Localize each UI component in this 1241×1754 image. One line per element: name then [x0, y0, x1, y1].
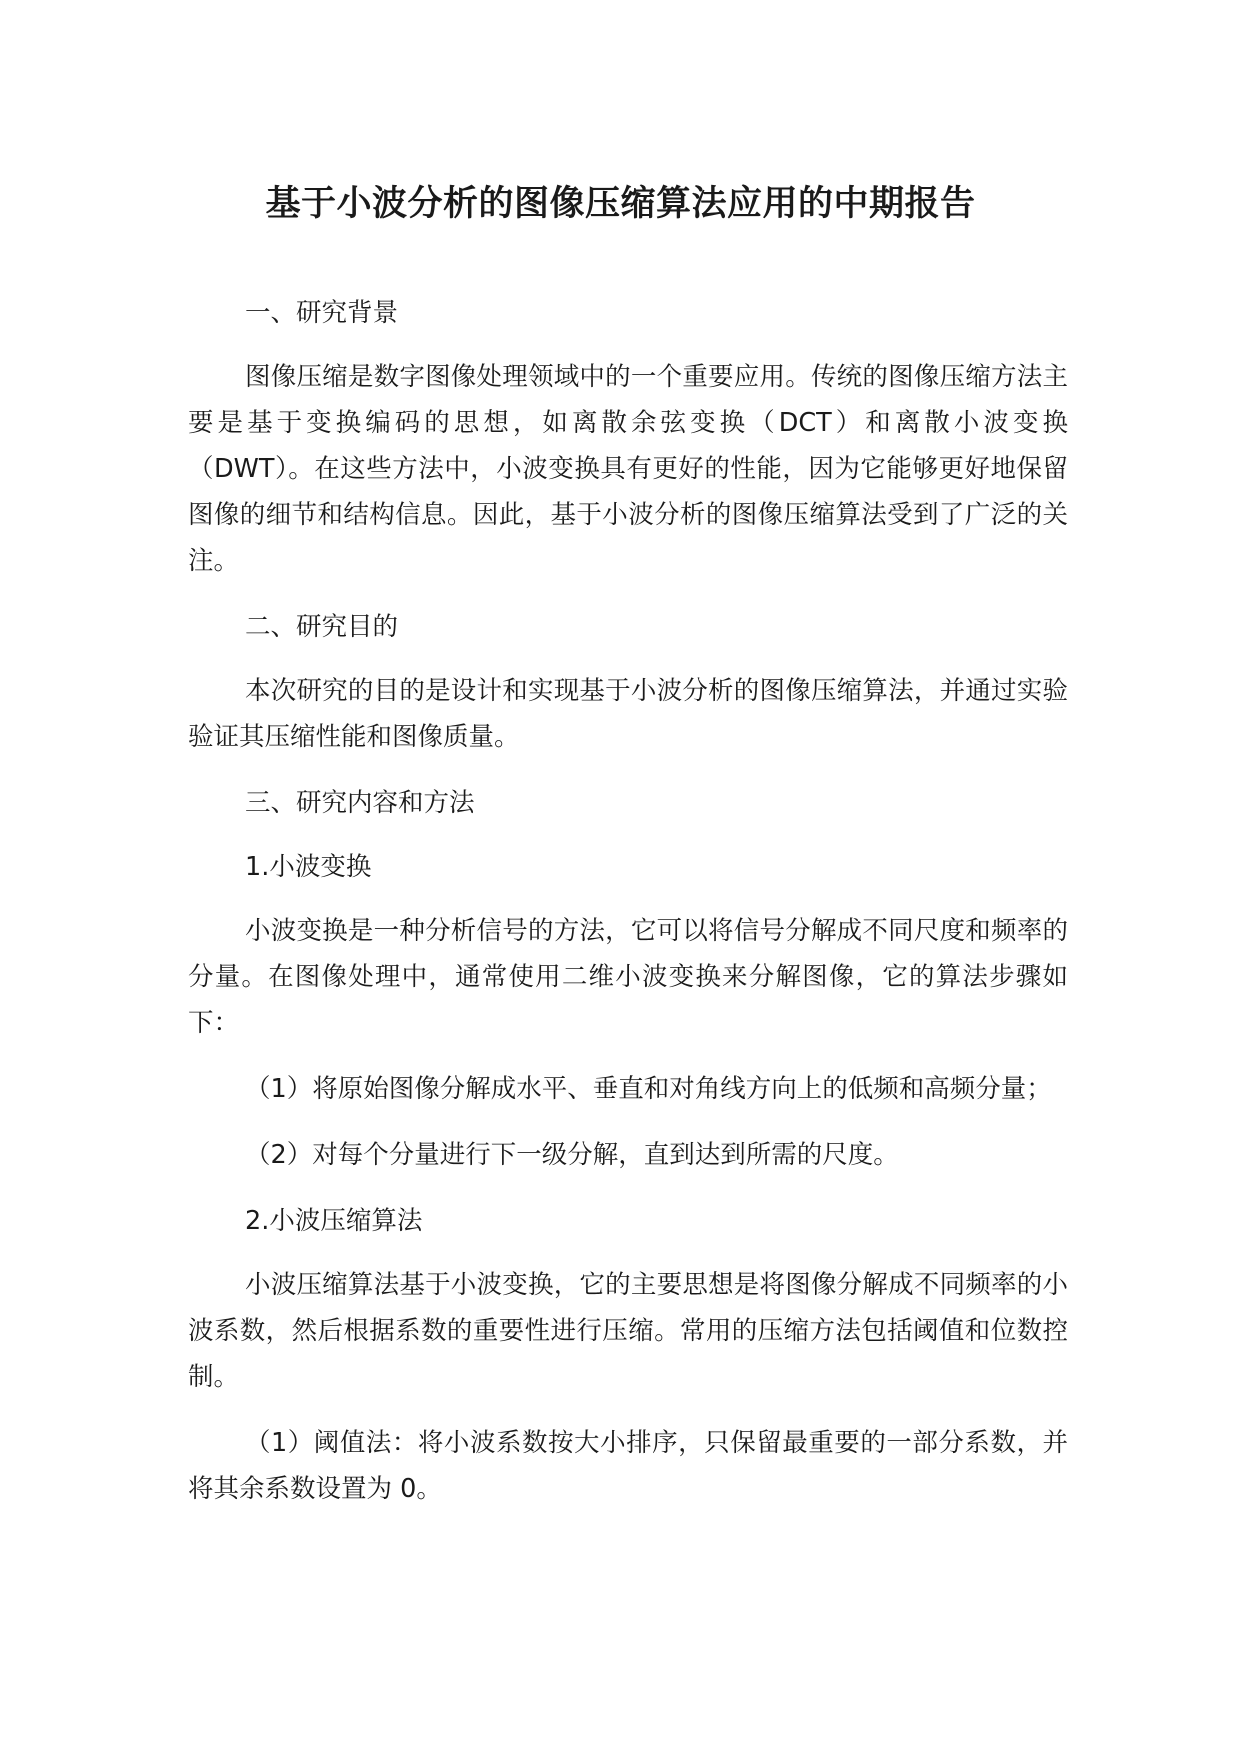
paragraph-background: 图像压缩是数字图像处理领域中的一个重要应用。传统的图像压缩方法主要是基于变换编码的思想，如离散余弦变换（DCT）和离散小波变换（DWT）。在这些方法中，小波变换具有更好的性能，因为它能够更好地保留图像的细节和结构信息。因此，基于小波分析的图像压缩算法受到了广泛的关注。	[188, 362, 1068, 576]
list-item-step-1: （1）将原始图像分解成水平、垂直和对角线方向上的低频和高频分量；	[245, 1074, 1052, 1104]
document-body	[188, 290, 1068, 1532]
document-title: 基于小波分析的图像压缩算法应用的中期报告	[265, 184, 976, 224]
paragraph-wavelet-transform: 小波变换是一种分析信号的方法，它可以将信号分解成不同尺度和频率的分量。在图像处理中，通常使用二维小波变换来分解图像，它的算法步骤如下：	[188, 916, 1068, 1038]
section-heading-background: 一、研究背景	[245, 298, 399, 328]
subheading-wavelet-transform: 1.小波变换	[245, 852, 372, 882]
list-item-step-2: （2）对每个分量进行下一级分解，直到达到所需的尺度。	[245, 1140, 899, 1170]
section-heading-purpose: 二、研究目的	[245, 612, 399, 642]
section-heading-content-method: 三、研究内容和方法	[245, 788, 475, 818]
list-item-threshold-method: （1）阈值法：将小波系数按大小排序，只保留最重要的一部分系数，并将其余系数设置为 0。	[188, 1428, 1068, 1504]
paragraph-purpose: 本次研究的目的是设计和实现基于小波分析的图像压缩算法，并通过实验验证其压缩性能和图像质量。	[188, 676, 1068, 752]
subheading-wavelet-compression: 2.小波压缩算法	[245, 1206, 423, 1236]
paragraph-wavelet-compression: 小波压缩算法基于小波变换，它的主要思想是将图像分解成不同频率的小波系数，然后根据系数的重要性进行压缩。常用的压缩方法包括阈值和位数控制。	[188, 1270, 1068, 1392]
